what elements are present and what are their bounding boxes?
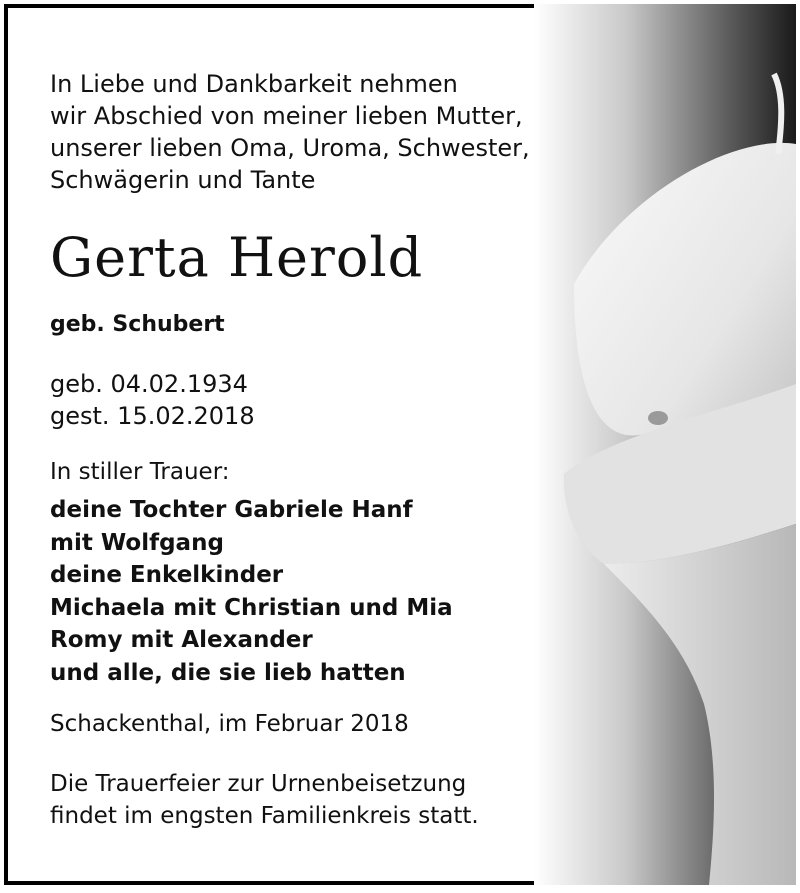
mourning-label: In stiller Trauer: [50,459,230,485]
obituary-notice [4,4,796,885]
intro-text [50,68,570,196]
intro-line: In Liebe und Dankbarkeit nehmen [50,70,458,98]
death-date: gest. 15.02.2018 [50,402,255,430]
mourner-line: Romy mit Alexander [50,627,313,654]
life-dates [50,368,255,432]
maiden-name: geb. Schubert [50,312,225,337]
intro-line: Schwägerin und Tante [50,166,316,194]
mourner-line: mit Wolfgang [50,529,224,556]
mourner-line: und alle, die sie lieb hatten [50,659,406,686]
mourners-list [50,494,453,690]
place-date: Schackenthal, im Februar 2018 [50,711,409,737]
calla-lily-image [534,4,796,885]
intro-line: unserer lieben Oma, Uroma, Schwester, [50,134,530,162]
mourner-line: deine Enkelkinder [50,562,284,589]
funeral-notice [50,768,479,832]
notice-line: Die Trauerfeier zur Urnenbeisetzung [50,771,467,797]
birth-date: geb. 04.02.1934 [50,370,248,398]
mourner-line: Michaela mit Christian und Mia [50,594,453,621]
mourner-line: deine Tochter Gabriele Hanf [50,497,413,523]
notice-line: findet im engsten Familienkreis statt. [50,803,479,829]
intro-line: wir Abschied von meiner lieben Mutter, [50,102,523,130]
deceased-name: Gerta Herold [50,226,424,289]
